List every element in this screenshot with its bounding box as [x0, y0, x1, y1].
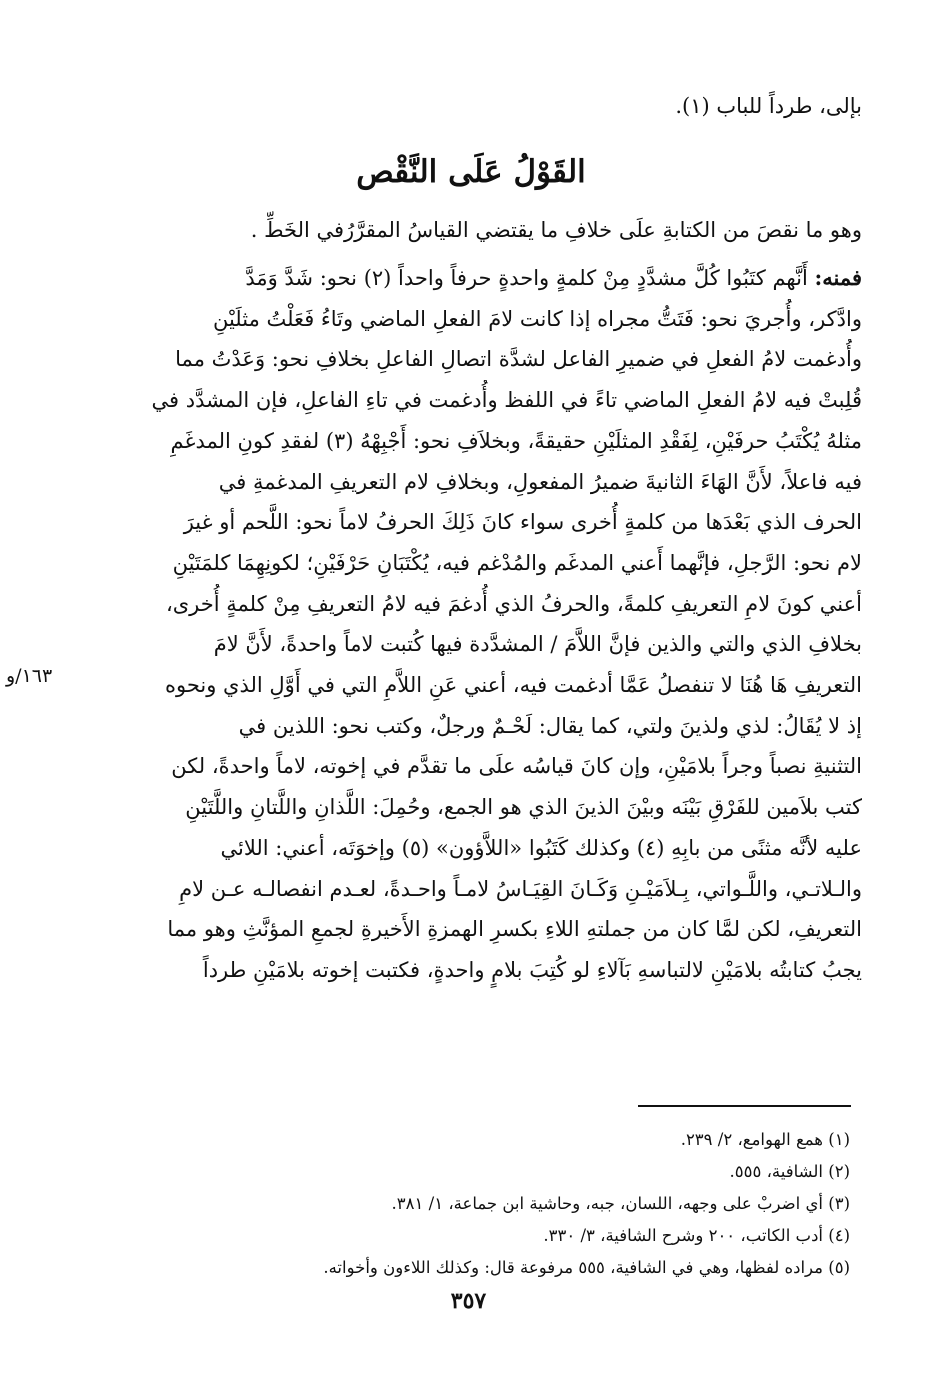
body-line: وادَّكر، وأُجريَ نحو: فَتَتُّ مجراه إذا كانت لامَ الفعلِ الماضي وتَاءُ فَعَلْتُ مثلَيْنِ: [212, 306, 862, 331]
body-line: التثنيةِ نصباً وجراً بلامَيْنِ، وإن كانَ قياسُه علَى ما تقدَّم في إخوته، لاماً واحدةً، لكن: [171, 754, 862, 779]
body-line: أعني كونَ لامِ التعريفِ كلمةً، والحرفُ الذي أُدغمَ فيه لامُ التعريفِ مِنْ كلمةٍ أُخرى،: [165, 591, 862, 616]
body-line: والـلاتـي، واللَّـواتي، بِـلاَمَيْـنِ وَكَـانَ القِيَـاسُ لامـاً واحـدةً، لعـدم انفصالـه عـن لامِ: [179, 876, 862, 901]
body-line: [80, 258, 862, 299]
body-line: كتب بلاَمين للفَرْقِ بَيْنَه وبيْنَ الذينَ الذي هو الجمع، وحُمِلَ: اللَّذانِ واللَّتانِ واللَّتَيْنِ: [185, 795, 862, 820]
footnote: (٥) مراده لفظها، وهي في الشافية، ٥٥٥ مرفوعة قال: وكذلك اللاءون وأخواته.: [323, 1258, 850, 1277]
body-line: قُلِبتْ فيه لامُ الفعلِ الماضي تاءً في اللفظ وأُدغمت في تاءِ الفاعلِ، فإن المشدَّد في: [151, 388, 862, 413]
footnote-divider: [638, 1105, 851, 1107]
body-line-text: أَنَّهم كتَبُوا كُلَّ مشدَّدٍ مِنْ كلمةٍ واحدةٍ حرفاً واحداً (٢) نحو: شَدَّ وَمَدَّ: [245, 266, 808, 290]
footnote: (٤) أدب الكاتب، ٢٠٠ وشرح الشافية، ٣/ ٣٣٠.: [543, 1226, 850, 1245]
manuscript-folio-note: ١٦٣/و: [6, 665, 53, 687]
body-line: وأُدغمت لامُ الفعلِ في ضميرِ الفاعل لشدَّة اتصالِ الفاعلِ بخلافِ نحو: وَعَدْتُ مما: [175, 347, 862, 372]
body-line: إذ لا يُقَالُ: لذي ولذينَ ولتي، كما يقال: لَحْـمٌ ورجلٌ، وكتب نحو: اللذين في: [238, 713, 862, 738]
body-line: التعريفِ هَا هُنَا لا تنفصلُ عَمَّا أدغمت فيه، أعني عَنِ اللاَّمِ التي في أَوَّلِ الذي ونحوه: [164, 673, 862, 698]
body-line: التعريفِ، لكن لمَّا كان من جملتهِ اللاءِ بكسرِ الهمزةِ الأَخيرةِ لجمعِ المؤنَّثِ وهو مما: [167, 917, 862, 942]
footnote: (٣) أي اضربْ على وجهه، اللسان، جبه، وحاشية ابن جماعة، ١/ ٣٨١.: [391, 1194, 850, 1213]
section-heading: القَوْلُ عَلَى النَّقْص: [356, 154, 586, 190]
footnote: (٢) الشافية، ٥٥٥.: [729, 1162, 850, 1181]
body-line: مثلهُ يُكْتَبُ حرفَيْنِ، لِفَقْدِ المثلَيْنِ حقيقةً، وبخلاَفِ نحو: أَجْبِهْهُ (٣) لفقدِ كونِ المدغَمِ: [170, 428, 862, 453]
body-line: بخلافِ الذي والتي والذين فإنَّ اللاَّمَ / المشدَّدة فيها كُتبت لاماً واحدةً، لأَنَّ لامَ: [213, 632, 862, 657]
body-line: عليه لأنَّه مثنًى من بابِهِ (٤) وكذلك كَتَبُوا «اللاَّؤون» (٥) وإخوَتَه، أعني: اللائي: [220, 835, 862, 860]
footnotes: [120, 1124, 850, 1284]
page-number: ٣٥٧: [450, 1288, 487, 1314]
section-definition: وهو ما نقصَ من الكتابةِ علَى خلافِ ما يقتضي القياسُ المقرَّرُفي الخَطِّ .: [250, 218, 862, 242]
body-line: فيه فاعلاً، لأَنَّ الهَاءَ الثانيةَ ضميرُ المفعولِ، وبخلافِ لام التعريفِ المدغمةِ في: [218, 469, 862, 494]
body-line: الحرف الذي بَعْدَها من كلمةٍ أُخرى سواء كانَ ذَلِكَ الحرفُ لاماً نحو: اللَّحم أو غيرَ: [183, 510, 862, 535]
body-paragraph: [80, 258, 862, 991]
body-line: يجبُ كتابتُه بلامَيْنِ لالتباسهِ بَآلاءِ لو كُتِبَ بلامٍ واحدةٍ، فكتبت إخوته بلامَيْنِ طرداً: [202, 957, 862, 982]
body-line: لام نحو: الرَّجلِ، فإنَّهما أَعني المدغَم والمُدْغم فيه، يُكْتَبَانِ حَرْفَيْنِ؛ لكونِهِمَا كلمَتَيْنِ: [172, 550, 862, 575]
continuation-line: بإلى، طرداً للباب (١).: [675, 94, 862, 118]
footnote: (١) همع الهوامع، ٢/ ٢٣٩.: [680, 1130, 850, 1149]
lead-word: فمنه:: [814, 265, 862, 290]
